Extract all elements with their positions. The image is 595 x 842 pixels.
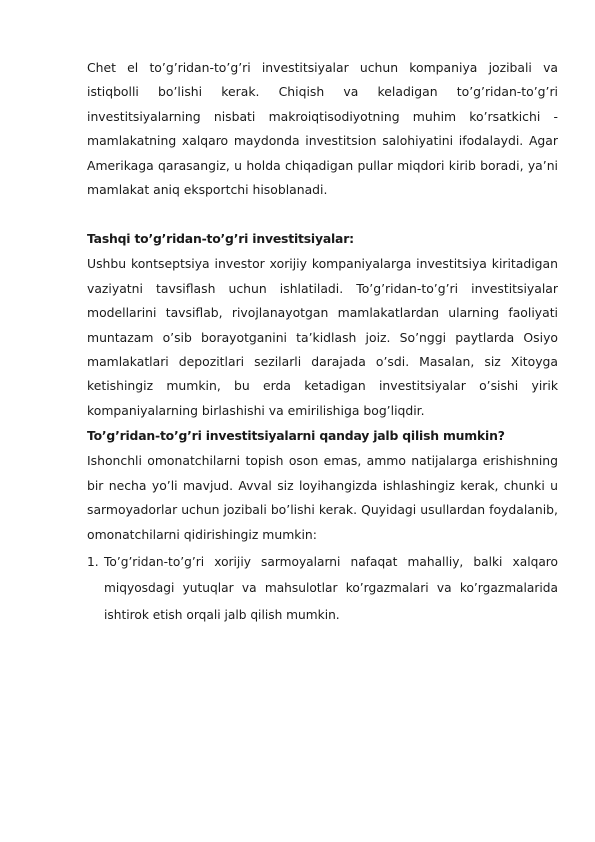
section-heading-external-investments: Tashqi to’g’ridan-to’g’ri investitsiyalar: bbox=[87, 231, 354, 247]
list-item-text: To’g’ridan-to’g’ri xorijiy sarmoyalarni nafaqat mahalliy, balki xalqaro miqyosdagi yutuqlar va mahsulotlar ko’rgazmalari va ko’rgazmalarida ishtirok etish orqali jalb qilish mumkin. bbox=[104, 554, 558, 622]
paragraph-gap bbox=[87, 202, 558, 226]
document-page bbox=[87, 56, 558, 628]
numbered-list bbox=[87, 549, 558, 629]
section-paragraph-attract-investments: Ishonchli omonatchilarni topish oson emas, ammo natijalarga erishishning bir necha yo’li mavjud. Avval siz loyihangizda ishlashingiz kerak, chunki u sarmoyadorlar uchun jozibali bo’lishi kerak. Quyidagi usullardan foydalanib, omonatchilarni qidirishingiz mumkin: bbox=[87, 453, 558, 542]
section-heading-attract-investments: To’g’ridan-to’g’ri investitsiyalarni qanday jalb qilish mumkin? bbox=[87, 428, 505, 444]
list-item bbox=[87, 549, 558, 629]
section-paragraph-external-investments: Ushbu kontseptsiya investor xorijiy kompaniyalarga investitsiya kiritadigan vaziyatni tavsiflash uchun ishlatiladi. To’g’ridan-to’g’ri investitsiyalar modellarini tavsiflab, rivojlanayotgan mamlakatlardan ularning faoliyati muntazam o’sib borayotganini ta’kidlash joiz. So’nggi paytlarda Osiyo mamlakatlari depozitlari sezilarli darajada o’sdi. Masalan, siz Xitoyga ketishingiz mumkin, bu erda ketadigan investitsiyalar o’sishi yirik kompaniyalarning birlashishi va emirilishiga bog’liqdir. bbox=[87, 256, 558, 418]
intro-paragraph: Chet el to’g’ridan-to’g’ri investitsiyalar uchun kompaniya jozibali va istiqbolli bo’lishi kerak. Chiqish va keladigan to’g’ridan-to’g’ri investitsiyalarning nisbati makroiqtisodiyotning muhim ko’rsatkichi - mamlakatning xalqaro maydonda investitsion salohiyatini ifodalaydi. Agar Amerikaga qarasangiz, u holda chiqadigan pullar miqdori kirib boradi, ya’ni mamlakat aniq eksportchi hisoblanadi. bbox=[87, 60, 558, 198]
list-item-number: 1. bbox=[87, 554, 99, 569]
